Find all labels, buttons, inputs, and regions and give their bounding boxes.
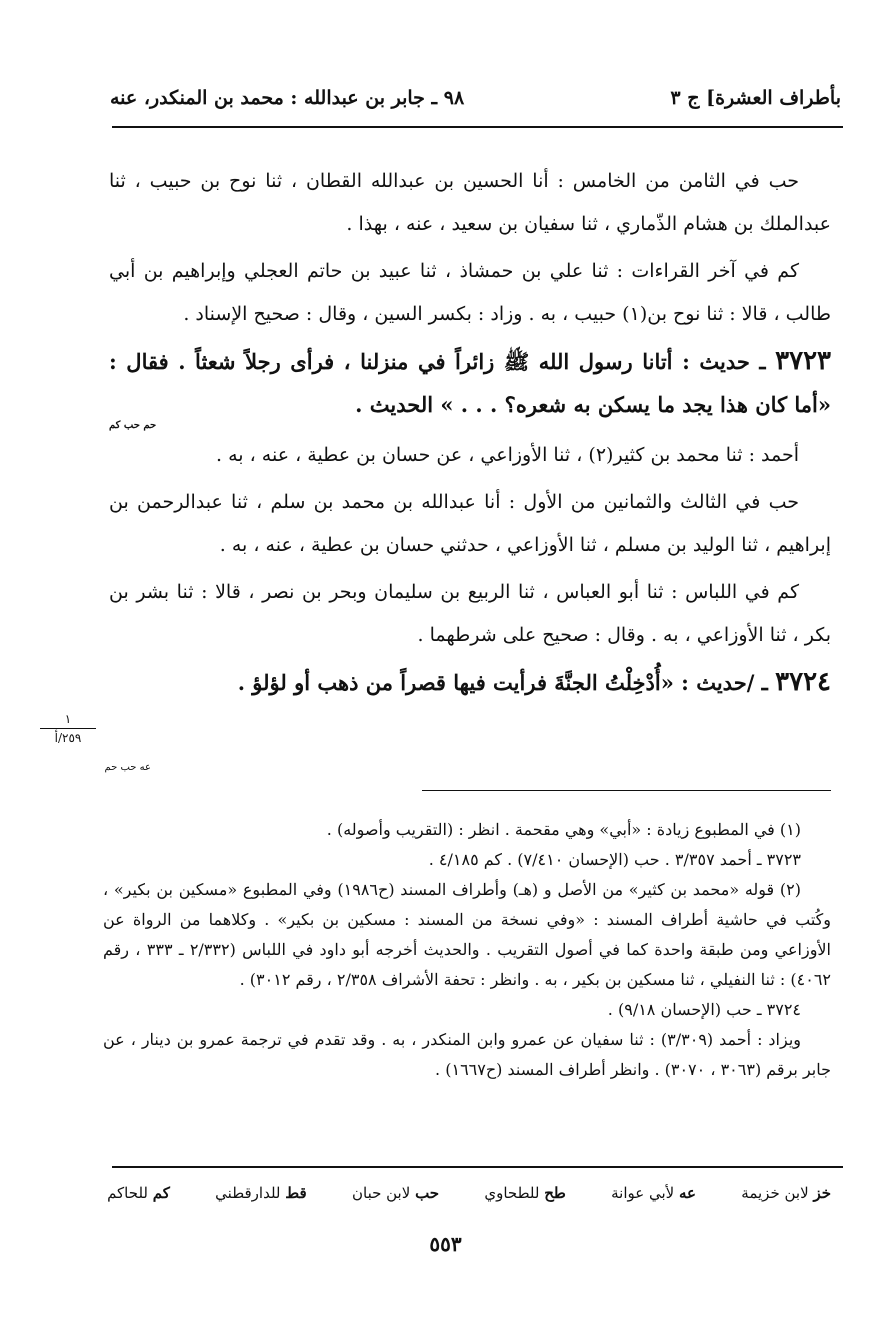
folio-top: ١ — [64, 712, 72, 726]
manuscript-folio-note — [40, 712, 96, 745]
hadith-text: ـ /حديث : «أُدْخِلْتُ الجنَّةَ فرأيت فيها قصراً من ذهب أو لؤلؤ . — [237, 670, 768, 695]
hadith-number: ٣٧٢٤ — [775, 667, 831, 697]
footnote: (٢) قوله «محمد بن كثير» من الأصل و (هـ) وأطراف المسند (ح١٩٨٦) وفي المطبوع «مسكين بن بكير» ، وكُتب في حاشية أطراف المسند : «وفي نسخة من المسند : مسكين بن بكير» . وكلاهما من الرواة عن الأوزاعي ومن طبقة واحدة كما في أصول التقريب . والحديث أخرجه أبو داود في اللباس (٢/٣٣٢ ـ ٣٣٣ ، رقم ٤٠٦٢) : ثنا النفيلي ، ثنا مسكين بن بكير ، به . وانظر : تحفة الأشراف ٢/٣٥٨ ، رقم ٣٠١٢) . — [103, 880, 831, 989]
paragraph: أحمد : ثنا محمد بن كثير(٢) ، ثنا الأوزاعي ، عن حسان بن عطية ، عنه ، به . — [216, 444, 799, 466]
running-header — [110, 80, 841, 116]
legend-item: كم للحاكم — [107, 1184, 170, 1202]
legend-divider — [112, 1166, 843, 1168]
legend-item: قط للدارقطني — [215, 1184, 307, 1202]
hadith-entry-3723 — [109, 340, 831, 432]
paragraph: كم في اللباس : ثنا أبو العباس ، ثنا الربيع بن سليمان وبحر بن نصر ، قالا : ثنا بشر بن بكر ، ثنا الأوزاعي ، به . وقال : صحيح على شرطهما . — [109, 581, 831, 646]
header-book-title: بأطراف العشرة] ج ٣ — [670, 87, 841, 109]
footnote: ٣٧٢٣ ـ أحمد ٣/٣٥٧ . حب (الإحسان ٧/٤١٠) . كم ٤/١٨٥ . — [428, 850, 801, 869]
main-text — [109, 160, 831, 708]
hadith-sources: حم حب كم — [109, 420, 157, 431]
paragraph: حب في الثامن من الخامس : أنا الحسين بن عبدالله القطان ، ثنا نوح بن حبيب ، ثنا عبدالملك بن هشام الذّماري ، ثنا سفيان بن سعيد ، عنه ، بهذا . — [109, 170, 831, 235]
legend-item: عه لأبي عوانة — [611, 1184, 697, 1202]
folio-bottom: ٢٥٩/أ — [54, 731, 82, 745]
paragraph: حب في الثالث والثمانين من الأول : أنا عبدالله بن محمد بن سلم ، ثنا عبدالرحمن بن إبراهيم ، ثنا الوليد بن مسلم ، ثنا الأوزاعي ، حدثني حسان بن عطية ، عنه ، به . — [109, 491, 831, 556]
page-number: ٥٥٣ — [429, 1232, 462, 1256]
legend-item: خز لابن خزيمة — [741, 1184, 831, 1202]
hadith-entry-3724 — [109, 661, 831, 704]
footnotes — [103, 815, 831, 1085]
hadith-sources: عه حب حم — [104, 762, 151, 773]
header-divider — [112, 126, 843, 128]
footnote: ويزاد : أحمد (٣/٣٠٩) : ثنا سفيان عن عمرو وابن المنكدر ، به . وقد تقدم في ترجمة عمرو بن دينار ، عن جابر برقم (٣٠٦٣ ، ٣٠٧٠) . وانظر أطراف المسند (ح١٦٦٧) . — [103, 1030, 831, 1079]
footnote-divider — [422, 790, 831, 791]
paragraph: كم في آخر القراءات : ثنا علي بن حمشاذ ، ثنا عبيد بن حاتم العجلي وإبراهيم بن أبي طالب ، قالا : ثنا نوح بن(١) حبيب ، به . وزاد : بكسر السين ، وقال : صحيح الإسناد . — [109, 260, 831, 325]
hadith-text: ـ حديث : أتانا رسول الله ﷺ زائراً في منزلنا ، فرأى رجلاً شعثاً . فقال : «أما كان هذا يجد ما يسكن به شعره؟ . . . » الحديث . — [109, 349, 831, 417]
legend-item: طح للطحاوي — [484, 1184, 566, 1202]
hadith-number: ٣٧٢٣ — [775, 346, 831, 376]
footnote: ٣٧٢٤ ـ حب (الإحسان ٩/١٨) . — [607, 1000, 801, 1019]
header-chapter-title: ٩٨ ـ جابر بن عبدالله : محمد بن المنكدر، عنه — [110, 87, 465, 109]
abbreviation-legend — [107, 1184, 831, 1202]
legend-item: حب لابن حبان — [351, 1184, 440, 1202]
footnote: (١) في المطبوع زيادة : «أبي» وهي مقحمة . انظر : (التقريب وأصوله) . — [326, 820, 801, 839]
folio-divider — [40, 728, 96, 729]
